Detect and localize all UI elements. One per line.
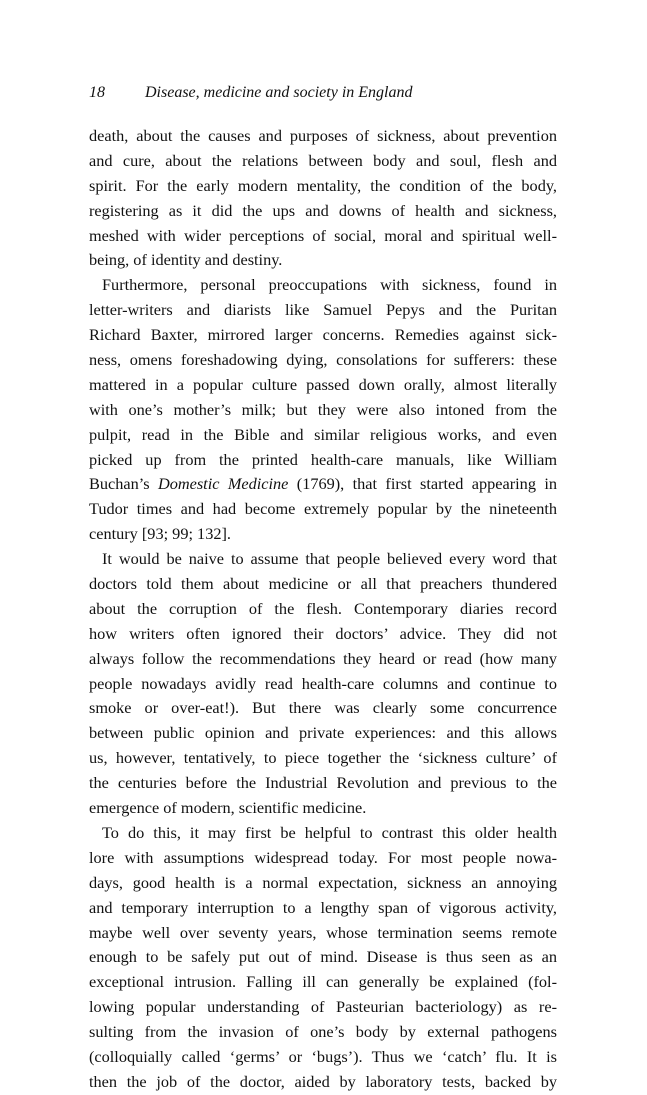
running-head (89, 84, 413, 102)
text-line: and temporary interruption to a lengthy span of vigorous activity, (89, 897, 557, 917)
text-line: picked up from the printed health-care manuals, like William (89, 449, 557, 469)
text-line: sulting from the invasion of one’s body by external pathogens (89, 1022, 557, 1042)
text-line: us, however, tentatively, to piece together the ‘sickness culture’ of (89, 748, 557, 768)
text-line: spirit. For the early modern mentality, the condition of the body, (89, 175, 557, 195)
text-line: doctors told them about medicine or all that preachers thundered (89, 574, 557, 594)
text-line: letter-writers and diarists like Samuel Pepys and the Puritan (89, 300, 557, 320)
paragraph-1 (89, 124, 557, 273)
text-line-with-title (89, 472, 557, 497)
text-line: pulpit, read in the Bible and similar religious works, and even (89, 424, 557, 444)
text-line: Tudor times and had become extremely popular by the nineteenth (89, 499, 557, 519)
text-line: then the job of the doctor, aided by laboratory tests, backed by (89, 1071, 557, 1091)
text-line: enough to be safely put out of mind. Disease is thus seen as an (89, 947, 557, 967)
text-line: registering as it did the ups and downs of health and sickness, (89, 200, 557, 220)
book-title: Domestic Medicine (157, 474, 289, 494)
text-line: lowing popular understanding of Pasteurian bacteriology) as re- (89, 997, 557, 1017)
text-line: days, good health is a normal expectation, sickness an annoying (89, 872, 557, 892)
text-line: the centuries before the Industrial Revolution and previous to the (89, 773, 557, 793)
text-line: how writers often ignored their doctors’ advice. They did not (89, 623, 557, 643)
text-line: (colloquially called ‘germs’ or ‘bugs’). Thus we ‘catch’ flu. It is (89, 1046, 557, 1066)
text-line: meshed with wider perceptions of social, moral and spiritual well- (89, 225, 557, 245)
text-line: death, about the causes and purposes of sickness, about prevention (89, 126, 557, 145)
text-line: being, of identity and destiny. (89, 250, 283, 270)
text-line: maybe well over seventy years, whose termination seems remote (89, 922, 557, 942)
text-line: To do this, it may first be helpful to contrast this older health (102, 822, 557, 842)
paragraph-2 (89, 273, 557, 547)
body-text (89, 124, 557, 1095)
text-line: mattered in a popular culture passed down orally, almost literally (89, 374, 557, 394)
paragraph-3 (89, 547, 557, 821)
text-line: Richard Baxter, mirrored larger concerns. Remedies against sick- (89, 325, 557, 345)
text-line: century [93; 99; 132]. (89, 524, 231, 544)
text-line: and cure, about the relations between body and soul, flesh and (89, 150, 557, 170)
text-line: smoke or over-eat!). But there was clearly some concurrence (89, 698, 557, 718)
text-line: with one’s mother’s milk; but they were also intoned from the (89, 399, 557, 419)
text-line: It would be naive to assume that people believed every word that (102, 549, 557, 569)
text-line: lore with assumptions widespread today. For most people nowa- (89, 847, 557, 867)
line-segment: Buchan’s (89, 474, 158, 494)
paragraph-4 (89, 821, 557, 1095)
text-line: ness, omens foreshadowing dying, consolations for sufferers: these (89, 350, 557, 370)
text-line: always follow the recommendations they heard or read (how many (89, 648, 557, 668)
running-head-title: Disease, medicine and society in England (145, 84, 413, 101)
text-line: between public opinion and private experiences: and this allows (89, 723, 557, 743)
text-line: exceptional intrusion. Falling ill can generally be explained (fol- (89, 972, 557, 992)
line-segment: (1769), that first started appearing in (288, 474, 557, 494)
page-number: 18 (89, 84, 105, 101)
text-line: people nowadays avidly read health-care columns and continue to (89, 673, 557, 693)
text-line: emergence of modern, scientific medicine. (89, 798, 367, 818)
text-line: Furthermore, personal preoccupations with sickness, found in (102, 275, 557, 295)
text-line: about the corruption of the flesh. Contemporary diaries record (89, 598, 557, 618)
